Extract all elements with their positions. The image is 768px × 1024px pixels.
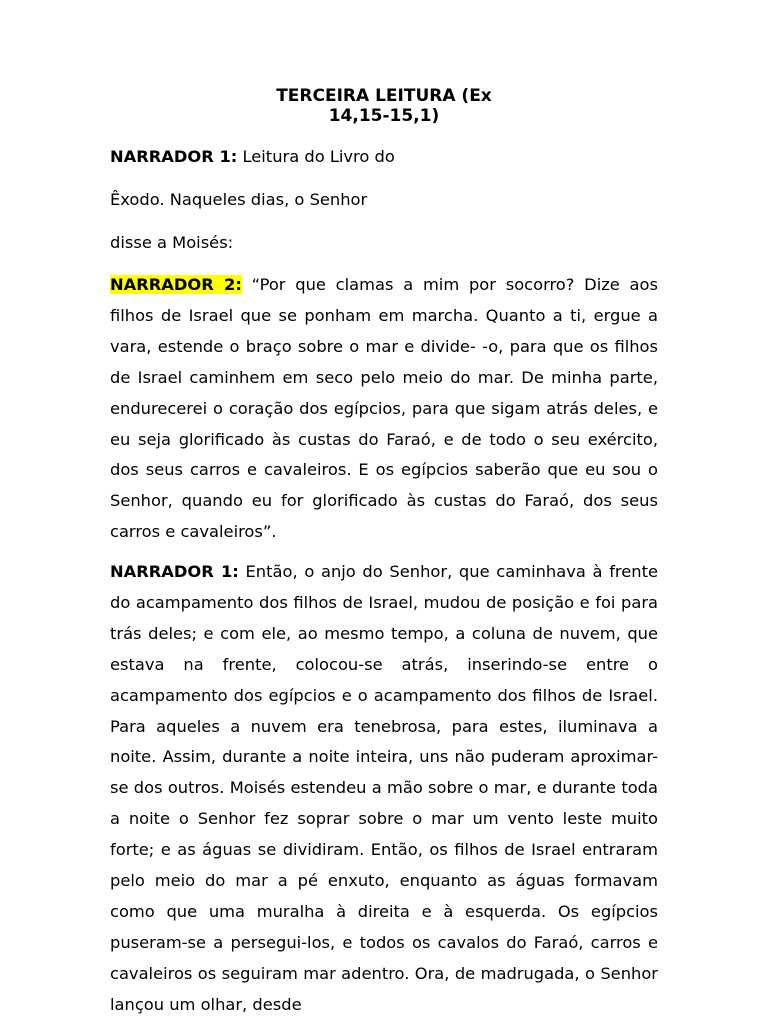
speaker-label-highlighted: NARRADOR 2: [110, 275, 242, 294]
paragraph-disse-moises [110, 228, 658, 259]
paragraph-text: Êxodo. Naqueles dias, o Senhor [110, 190, 368, 209]
title-line-2: 14,15-15,1) [328, 106, 440, 126]
speaker-label: NARRADOR 1: [110, 147, 238, 166]
paragraph-narrator1-body [110, 557, 658, 1021]
paragraph-exodus-intro [110, 185, 658, 216]
title-line-1: TERCEIRA LEITURA (Ex [276, 86, 492, 106]
paragraph-text: disse a Moisés: [110, 233, 234, 252]
paragraph-text: Então, o anjo do Senhor, que caminhava à frente do acampamento dos filhos de Israel, mudou de posição e foi para trás deles; e com ele, ao mesmo tempo, a coluna de nuvem, que estava na frente, colocou-se atrás, inserindo-se entre o acampamento dos egípcios e o acampamento dos filhos de Israel. Para aqueles a nuvem era tenebrosa, para estes, iluminava a noite. Assim, durante a noite inteira, uns não puderam aproximar-se dos outros. Moisés estendeu a mão sobre o mar, e durante toda a noite o Senhor fez soprar sobre o mar um vento leste muito forte; e as águas se dividiram. Então, os filhos de Israel entraram pelo meio do mar a pé enxuto, enquanto as águas formavam como que uma muralha à direita e à esquerda. Os egípcios puseram-se a persegui-los, e todos os cavalos do Faraó, carros e cavaleiros os seguiram mar adentro. Ora, de madrugada, o Senhor lançou um olhar, desde [110, 562, 658, 1014]
paragraph-text: “Por que clamas a mim por socorro? Dize aos filhos de Israel que se ponham em marcha. Quanto a ti, ergue a vara, estende o braço sobre o mar e divide- -o, para que os filhos de Israel caminhem em seco pelo meio do mar. De minha parte, endurecerei o coração dos egípcios, para que sigam atrás deles, e eu seja glorificado às custas do Faraó, e de todo o seu exército, dos seus carros e cavaleiros. E os egípcios saberão que eu sou o Senhor, quando eu for glorificado às custas do Faraó, dos seus carros e cavaleiros”. [110, 275, 658, 542]
paragraph-narrator2 [110, 270, 658, 548]
paragraph-narrator1-intro [110, 142, 658, 173]
reading-title [0, 86, 768, 126]
paragraph-text: Leitura do Livro do [237, 147, 395, 166]
speaker-label: NARRADOR 1: [110, 562, 239, 581]
